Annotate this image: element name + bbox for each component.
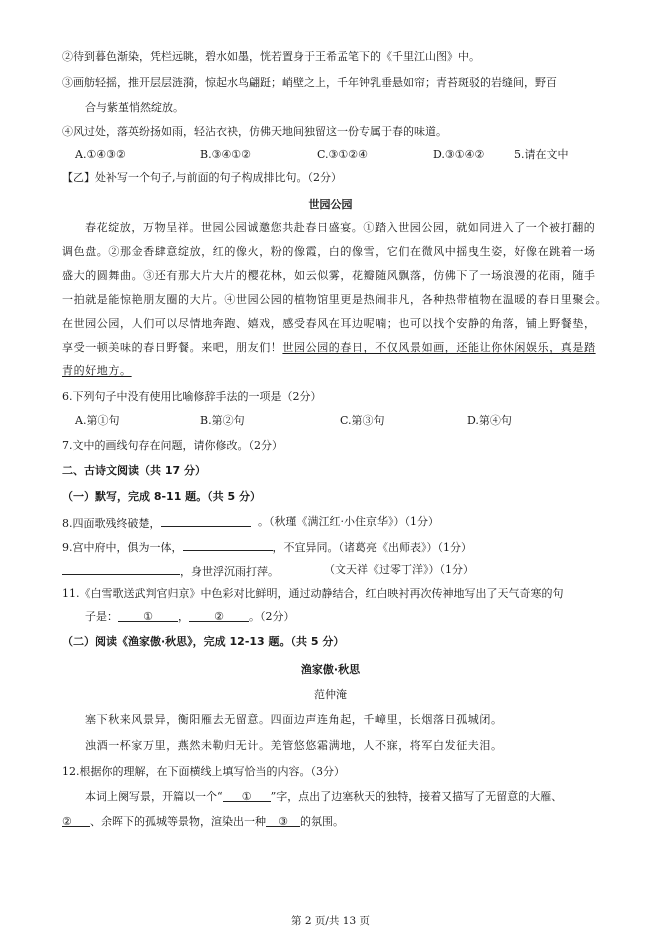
q9-source: ，不宜异同。（诸葛亮《出师表》）（1分） [272,541,472,554]
q6-option-a: A.第①句 [75,414,120,427]
poem-line-1: 塞下秋来风景异，衡阳雁去无留意。四面边声连角起，千嶂里，长烟落日孤城闭。 [85,713,503,726]
q6-option-b: B.第②句 [200,414,245,427]
subsection-2-heading: （二）阅读《渔家傲·秋思》，完成 12-13 题。（共 5 分） [62,635,345,648]
q12-blank-3[interactable] [266,814,300,827]
q10-text: ，身世浮沉雨打萍。 [180,565,279,578]
underlined-sentence: 世园公园的春日，不仅风景如画，还能让你休闲娱乐，真是踏 [282,341,596,354]
q4-option-b: B.③④①② [200,148,252,161]
passage-line-1: 春花绽放，万物呈祥。世园公园诚邀您共赴春日盛宴。①踏入世园公园，就如同进入了一个被打翻的 [85,221,596,234]
q6-option-c: C.第③句 [340,414,385,427]
poem-line-2: 浊酒一杯家万里，燕然未勒归无计。羌管悠悠霜满地，人不寐，将军白发征夫泪。 [85,739,503,752]
q9-answer-blank[interactable] [183,538,273,551]
q10-source: （文天祥《过零丁洋》）（1分） [324,563,474,576]
q11-line1: 11.《白雪歌送武判官归京》中色彩对比鲜明，通过动静结合，红白映衬再次传神地写出了天气奇寒的句 [62,587,564,600]
q10 [62,562,279,580]
q11-blank-2[interactable] [189,609,249,622]
q8-answer-blank[interactable] [161,514,251,527]
q11-blank-1[interactable] [118,609,178,622]
q12-line2-mid: 、余晖下的孤城等景物，渲染出一种 [90,815,266,828]
q4-option-d: D.③①④② [433,148,485,161]
q7-stem: 7.文中的画线句存在问题，请你修改。（2分） [62,439,283,452]
q5-prefix: 5.请在文中 [514,148,569,161]
poem-title: 渔家傲·秋思 [300,663,361,676]
passage-line-5: 在世园公园，人们可以尽情地奔跑、嬉戏，感受春风在耳边呢喃；也可以找个安静的角落，铺上野餐垫， [62,317,596,330]
underlined-sentence-end: 青的好地方。 [62,364,132,377]
item-3-line1: ③画舫轻摇，推开层层涟漪，惊起水鸟翩跹；峭壁之上，千年钟乳垂悬如帘；青苔斑驳的岩缝间，野百 [62,76,557,89]
passage-line-6-plain: 享受一顿美味的春日野餐。来吧，朋友们！ [62,341,283,354]
q11-blank-2-marker: ② [214,610,224,623]
q9-text: 9.宫中府中，俱为一体， [62,541,183,554]
q12-line1-prefix: 本词上阕写景，开篇以一个“ [85,790,223,803]
q12-line1 [85,789,562,805]
q8-source: 。（秋瑾《满江红·小住京华》）（1分） [258,515,439,528]
q9 [62,538,472,556]
passage-line-3: 盛大的圆舞曲。③还有那大片大片的樱花林，如云似雾，花瓣随风飘落，仿佛下了一场浪漫的花雨，随手 [62,269,596,282]
q12-line2-suffix: 的氛围。 [300,815,344,828]
q11-suffix: 。（2分） [249,610,295,623]
q6-option-d: D.第④句 [467,414,512,427]
q4-option-a: A.①④③② [75,148,126,161]
q11-prefix: 子是： [85,610,118,623]
q12-blank-1[interactable] [223,789,271,802]
q12-blank-1-marker: ① [241,790,252,803]
q11-blank-1-marker: ① [143,610,153,623]
subsection-1-heading: （一）默写，完成 8-11 题。（共 5 分） [62,490,261,503]
q12-blank-2-marker: ② [62,815,72,828]
passage-line-4: 一拍就是能惊艳朋友圈的大片。④世园公园的植物馆里更是热闹非凡，各种热带植物在温暖的春日里聚会。 [62,293,608,306]
passage-title: 世园公园 [308,198,353,211]
passage-line-6 [62,340,596,356]
q8 [62,514,251,532]
passage-line-2: 调色盘。②那金香肆意绽放，红的像火，粉的像霞，白的像雪，它们在微风中摇曳生姿，好像在跳着一场 [62,245,596,258]
poem-author: 范仲淹 [314,688,347,701]
q6-stem: 6.下列句子中没有使用比喻修辞手法的一项是（2分） [62,390,322,403]
section-2-heading: 二、古诗文阅读（共 17 分） [62,464,206,477]
q5-stem: 【乙】处补写一个句子,与前面的句子构成排比句。（2分） [62,171,342,184]
q10-answer-blank[interactable] [62,562,180,575]
item-2: ②待到暮色渐染，凭栏远眺，碧水如墨，恍若置身于王希孟笔下的《千里江山图》中。 [62,50,480,63]
q11-line2: 子是： ① ， ② 。（2分） [85,610,295,623]
item-3-line2: 合与紫堇悄然绽放。 [85,101,184,114]
q4-option-c: C.③①②④ [317,148,368,161]
page-number: 第 2 页/共 13 页 [291,915,370,927]
q8-text: 8.四面歌残终破楚， [62,517,161,530]
q12-blank-2[interactable] [62,814,90,827]
q12-stem: 12.根据你的理解，在下面横线上填写恰当的内容。（3分） [62,765,345,778]
q12-blank-3-marker: ③ [278,815,288,828]
q12-line1-suffix: ”字，点出了边塞秋天的独特，接着又描写了无留意的大雁、 [270,790,563,803]
item-4: ④风过处，落英纷扬如雨，轻沾衣袂，仿佛天地间独留这一份专属于春的味道。 [62,125,447,138]
q12-line2 [62,814,344,830]
